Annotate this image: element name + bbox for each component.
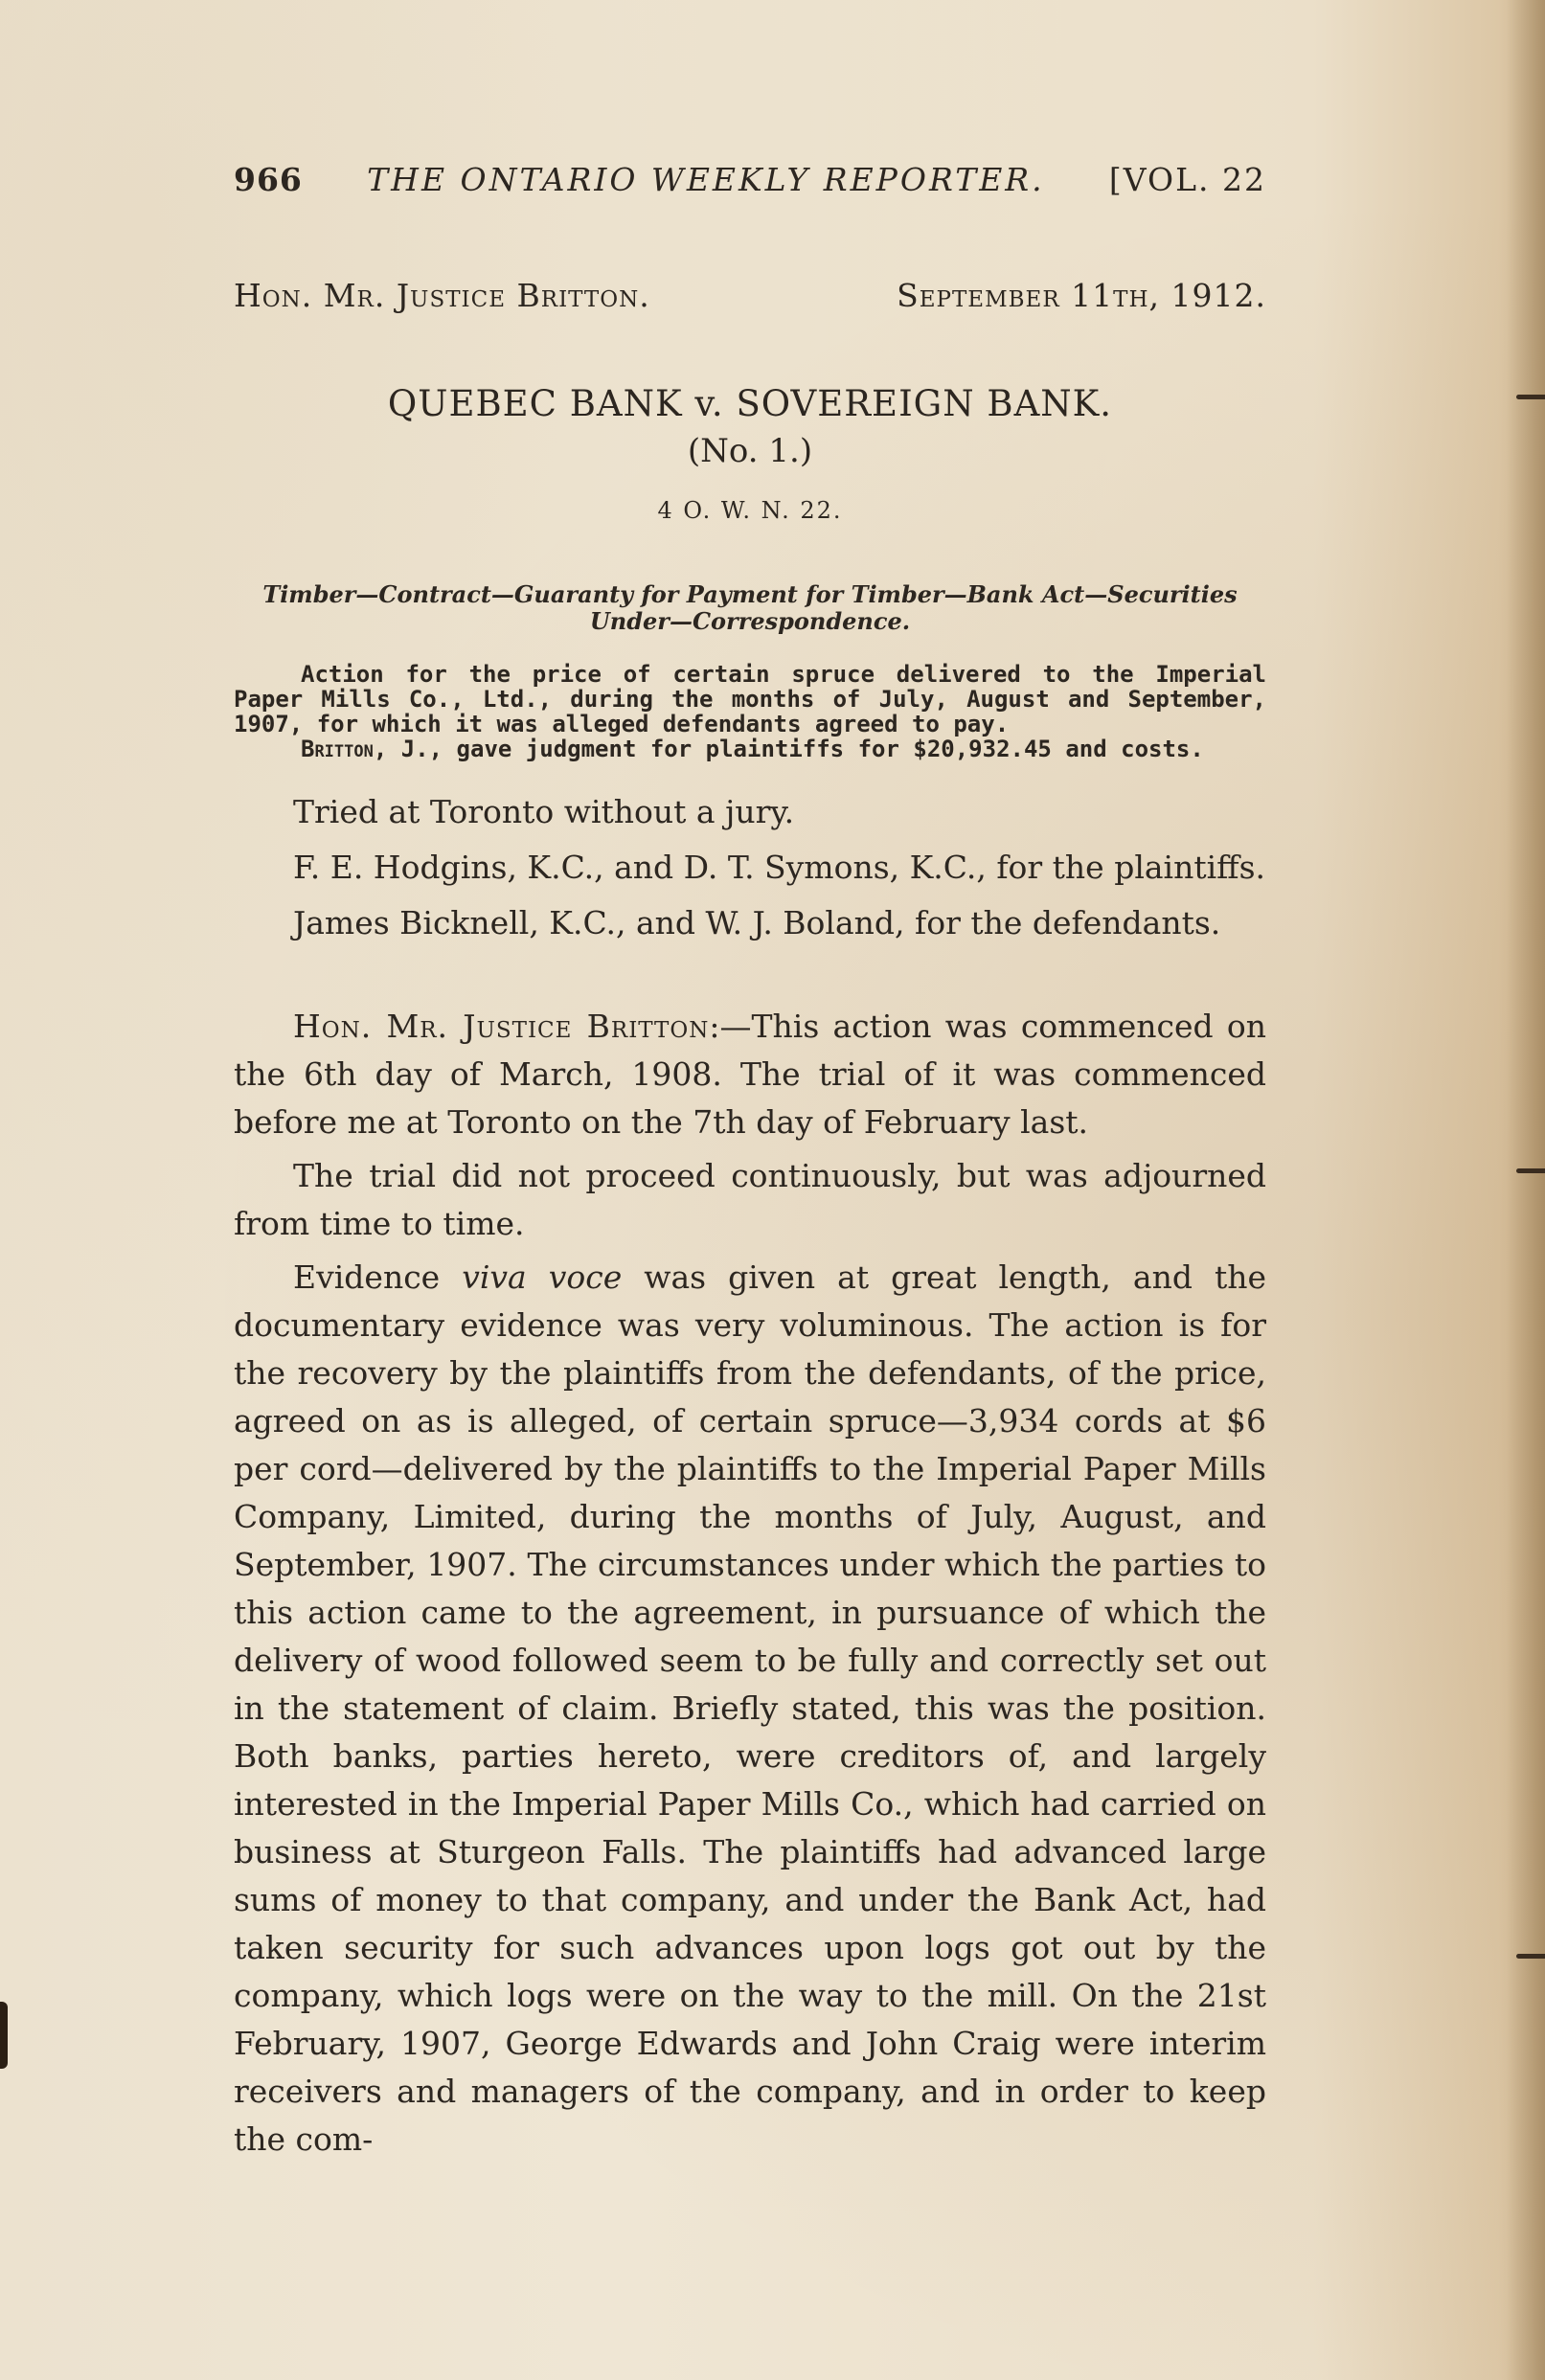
trial-details bbox=[234, 788, 1266, 947]
margin-tick bbox=[1516, 395, 1545, 399]
judgment-paragraph: The trial did not proceed continuously, but was adjourned from time to time. bbox=[234, 1157, 1266, 1242]
paragraph-text: was given at great length, and the documentary evidence was very voluminous. The action is for the recovery by the plaintiffs from the defendants, of the price, agreed on as is alleged, of certain spruce—3,934 cords at $6 per cord—delivered by the plaintiffs to the Imperial Paper Mills Company, Limited, during the months of July, August, and September, 1907. The circumstances under which the parties to this action came to the agreement, in pursuance of which the delivery of wood followed seem to be fully and correctly set out in the statement of claim. Briefly stated, this was the position. Both banks, parties hereto, were creditors of, and largely interested in the Imperial Paper Mills Co., which had carried on business at Sturgeon Falls. The plaintiffs had advanced large sums of money to that company, and under the Bank Act, had taken security for such advances upon logs got out by the company, which logs were on the way to the mill. On the 21st February, 1907, George Edwards and John Craig were interim receivers and managers of the company, and in order to keep the com- bbox=[234, 1258, 1266, 2158]
latin-phrase: viva voce bbox=[462, 1258, 623, 1296]
headnote-judge: Britton bbox=[301, 736, 374, 762]
trial-venue: Tried at Toronto without a jury. bbox=[293, 793, 795, 830]
margin-tick bbox=[1516, 1168, 1545, 1173]
judge-name: Hon. Mr. Justice Britton. bbox=[234, 277, 650, 314]
plaintiffs-counsel: F. E. Hodgins, K.C., and D. T. Symons, K.C., for the plaintiffs. bbox=[293, 849, 1266, 886]
headnote-holding bbox=[234, 737, 1266, 761]
judgment-opener: Hon. Mr. Justice Britton bbox=[293, 1008, 710, 1045]
journal-title: THE ONTARIO WEEKLY REPORTER. bbox=[367, 161, 1045, 198]
case-title: QUEBEC BANK v. SOVEREIGN BANK. bbox=[387, 383, 1113, 424]
defendants-counsel: James Bicknell, K.C., and W. J. Boland, for the defendants. bbox=[293, 904, 1221, 941]
case-number: (No. 1.) bbox=[687, 432, 813, 470]
headnote bbox=[234, 662, 1266, 761]
paragraph-text: Evidence bbox=[293, 1258, 463, 1296]
page-content bbox=[234, 161, 1266, 2169]
headnote-holding-text: , J., gave judgment for plaintiffs for $20,932.45 and costs. bbox=[373, 736, 1204, 762]
judgment-text bbox=[234, 1003, 1266, 2164]
page-number: 966 bbox=[234, 161, 303, 198]
judgment-paragraph bbox=[234, 1003, 1266, 1146]
byline bbox=[234, 277, 1266, 314]
paragraph-text: :—This action was commenced on the 6th day of March, 1908. The trial of it was commenced before me at Toronto on the 7th day of February last. bbox=[234, 1008, 1266, 1141]
catchwords: Timber—Contract—Guaranty for Payment for Timber—Bank Act—Securities Under—Correspondence. bbox=[262, 580, 1238, 635]
judgment-paragraph bbox=[234, 1254, 1266, 2164]
case-citation: 4 O. W. N. 22. bbox=[657, 497, 843, 524]
running-head bbox=[234, 161, 1266, 198]
page-edge-shadow bbox=[1507, 0, 1545, 2380]
judgment-date: September 11th, 1912. bbox=[897, 277, 1266, 314]
binding-mark bbox=[0, 2002, 8, 2069]
volume-label: [VOL. 22 bbox=[1108, 161, 1266, 198]
headnote-summary: Action for the price of certain spruce delivered to the Imperial Paper Mills Co., Ltd., during the months of July, August and September, 1907, for which it was alleged defendants agreed to pay. bbox=[234, 661, 1266, 737]
margin-tick bbox=[1516, 1954, 1545, 1959]
